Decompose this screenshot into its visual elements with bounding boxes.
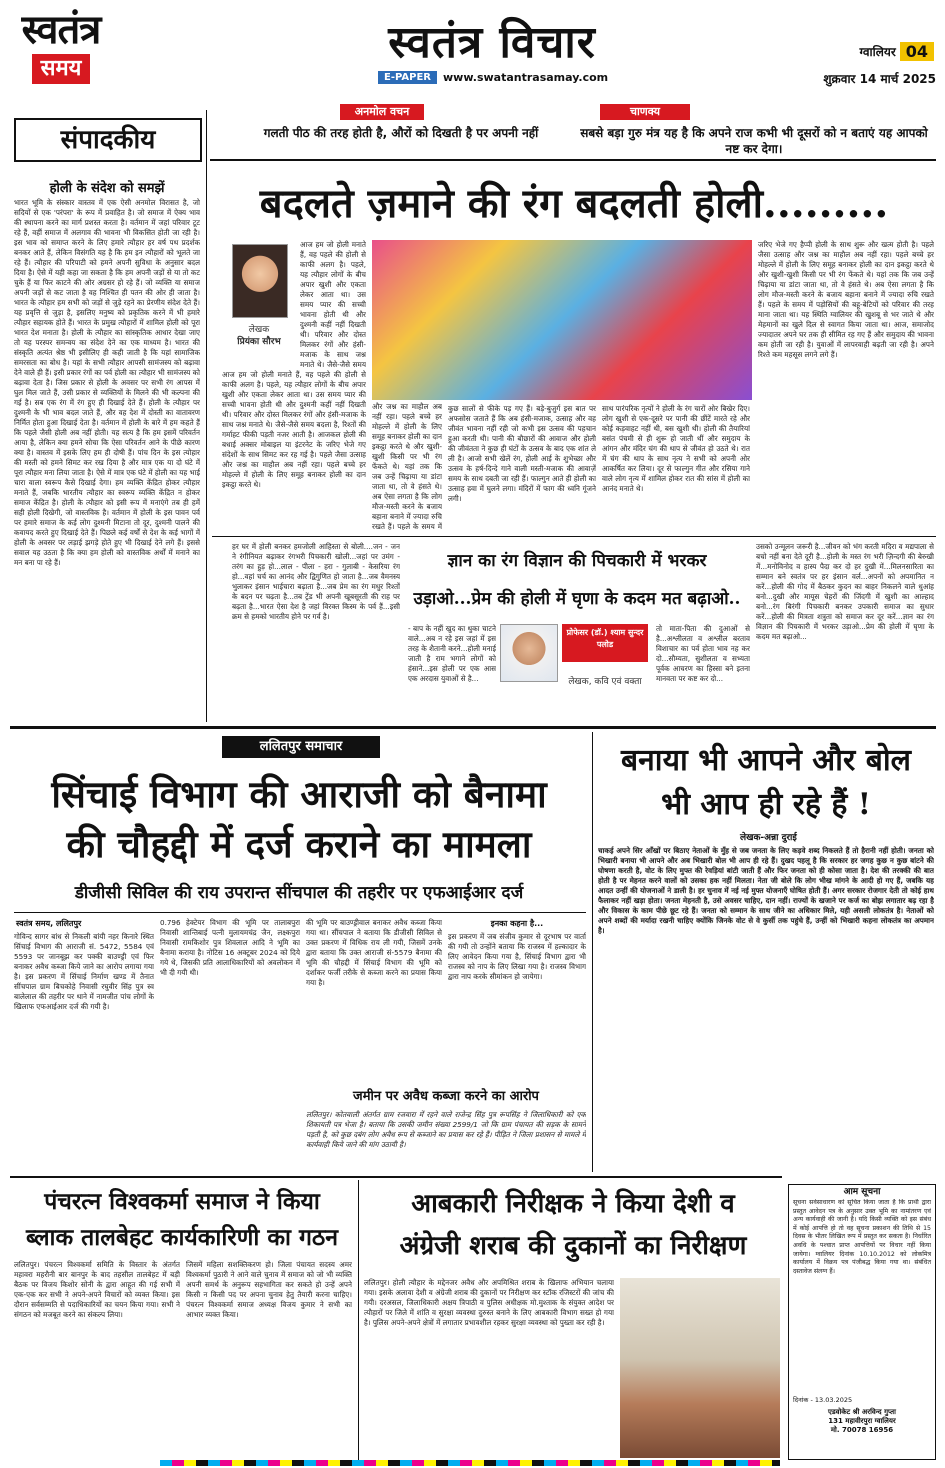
holi-photo: [372, 240, 752, 400]
author-caption-name: प्रियंका सौरभ: [237, 337, 281, 347]
editorial-divider: [206, 110, 207, 722]
epaper-badge: E-PAPER: [378, 71, 437, 84]
lalitpur-byline: स्वतंत्र समय, ललितपुर: [16, 919, 82, 928]
opinion-byline: लेखक-अन्ना दुराई: [740, 833, 797, 843]
gyan-author-role: लेखक, कवि एवं वक्ता: [568, 677, 642, 687]
abkari-headline-line2: अंग्रेजी शराब की दुकानों का निरीक्षण: [399, 1231, 747, 1261]
logo-bottom-text: समय: [32, 54, 90, 84]
abkari-headline-line1: आबकारी निरीक्षक ने किया देशी व: [411, 1189, 735, 1219]
chanakya-text: सबसे बड़ा गुरु मंत्र यह है कि अपने राज कभी भी दूसरों को न बताएं यह आपको नष्ट कर देगा।: [580, 126, 928, 156]
editorial-headline: होली के संदेश को समझें: [49, 181, 165, 196]
vishwakarma-vdivider: [358, 1180, 359, 1460]
notice-address: 131 महावीरपुरा ग्वालियर: [828, 1417, 896, 1425]
vishwakarma-headline-line2: ब्लाक तालबेहट कार्यकारिणी का गठन: [25, 1224, 339, 1251]
lower-section-divider: [10, 1176, 782, 1178]
upper-section-divider: [10, 726, 936, 729]
opinion-body: चाकई अपने सिर आँखों पर बिठाए नेताओं के मुँह से जब जनता के लिए कड़वे शब्द निकलते हैं तो हैरानी नहीं होती। जनता को भिखारी बनाया भी आपने और अब भिखारी बोल भी आप ही रहे हैं। दुखद पहलू है कि सरकार हर जगह कुछ न कुछ बांटने की घोषणा करती है, वोट के लिए मुफ्त की रेवड़ियां बांटी जाती हैं और फिर जनता को ही कोसा जाता है। देश की तरक्की की बात होती है पर मेहनत करने वालों को उसका हक नहीं मिलता। नेता जी बोले कि लोग भीख मांगने के आदी हो गए हैं, जबकि यह आदत उन्हीं की योजनाओं ने डाली है। हर चुनाव में नई नई मुफ्त योजनाएँ घोषित होती हैं। अगर सरकार रोजगार देती तो कोई हाथ फैलाकर नहीं खड़ा होता। जनता मेहनती है, उसे अवसर चाहिए, दान नहीं। राज्यों के खजाने पर कर्ज का बोझ लगातार बढ़ रहा है और विकास के काम पीछे छूट रहे हैं। जनता को सम्मान के साथ जीने का अधिकार मिले, यही असली लोकतंत्र है। नेताओं को अपने शब्दों की मर्यादा रखनी चाहिए क्योंकि जिनके वोट से वे कुर्सी तक पहुंचे हैं, उन्हीं को भिखारी कहना लोकतंत्र का अपमान है।: [598, 846, 934, 935]
masthead-logo: [18, 6, 104, 96]
gyan-col3: तो माता-पिता की दुआओं से है...अश्लीलता व अश्लील बरताव विशाचार का पर्व होता भाव नह कर दो...सौम्यता, सुशीलता व सभ्यता पूर्वक आचरण का हिस्सा बने इतना मानवता पर कष्ट कर दो...: [656, 624, 750, 683]
notice-box: [788, 1184, 936, 1460]
lalitpur-section-label: ललितपुर समाचार: [259, 739, 343, 754]
website-link[interactable]: www.swatantrasamay.com: [443, 70, 609, 84]
newspaper-title: स्वतंत्र विचार: [388, 17, 596, 68]
main-article-col4: जरिए भेजे गए हैप्पी होली के साथ शुरू और खत्म होती है। पहले जैसा उत्साह और जश्न का माहौल अब नहीं रहा। पहले बच्चे हर मोहल्ले में होली के लिए समूह बनाकर होली का दान इकट्ठा करते थे और खुशी-खुशी किसी पर भी रंग फेंकते थे। यहां तक कि जब उन्हें चिढ़ाया या डांटा जाता था, तो वे हंसते थे। अब ऐसा लगता है कि लोग मौज-मस्ती करने के बजाय बहाना बनाने में ज्यादा रुचि रखते हैं। पहले के समय में पड़ोसियों की बहू-बेटियों को परिवार की तरह माना जाता था। यह स्थिति ग्वालियर की खुशबू से भर जाते थे और मेहमानों का खुले दिल से स्वागत किया जाता था। आज, समाजोद ज्यादातर अपने घर तक ही सीमित रह गए हैं और समुदाय की भावना कम होती जा रही है। युवाओं में लापरवाही बढ़ती जा रही है। अपने रिश्ते कम महसूस लगने लगे हैं।: [758, 240, 934, 359]
main-article-col1: आज हम जो होली मनाते हैं, वह पहले की होली से काफी अलग है। पहले, यह त्यौहार लोगों के बीच अपार खुशी और एकता लेकर आता था। उस समय प्यार की सच्ची भावना होती थी और दुश्मनी कहीं नहीं दिखती थी। परिवार और दोस्त मिलकर रंगों और हंसी-मजाक के साथ जश्न मनाते थे। जैसे-जैसे समय: [300, 240, 366, 368]
lalitpur-headline-line1: सिंचाई विभाग की आराजी को बैनामा: [51, 772, 547, 816]
opinion-headline-line2: भी आप ही रहे हैं !: [661, 787, 871, 822]
editorial-body: भारत भूमि के संस्कार वास्तव में एक ऐसी अनमोल विरासत है, जो सदियों से एक 'परंपरा' के रूप में प्रवाहित है। जो समाज में ऐक्य भाव की स्थापना करने का मार्ग प्रशस्त करता है। वर्तमान में जहां परिवार टूट रहे हैं, वहीं समाज में अलगाव की भावना भी विकसित होती जा रही है। इस भाव को समाप्त करने के लिए हमारे त्यौहार हर वर्ष पथ प्रदर्शक बनकर आते हैं, लेकिन विसंगति यह है कि हम इन त्यौहारों को भूलते जा रहे हैं। त्यौहार की परिपाटी को हमने अपनी सुविधा के अनुसार बदल दिया है। ऐसे में यही कहा जा सकता है कि हम अपनी जड़ों से या तो कट चुके हैं या फिर काटने की ओर अग्रसर हो रहे हैं। जो व्यक्ति या समाज अपनी जड़ों से कट जाता है वह निश्चित ही पतन की ओर ही जाता है। भारत के त्यौहार हम सभी को जड़ों से जुड़े रहने का प्रेरणीय संदेश देते हैं। यह प्रवृत्ति से जुड़ा है, इसलिए मनुष्य को प्रकृतिक करने में भी हमारे त्यौहार सहायक होते हैं। भारत के प्रमुख त्यौहारों में शामिल होली को पूरा भारत देश मनाता है। होली के त्यौहार का सांस्कृतिक आधार देखा जाए तो यह परस्पर समन्वय का संदेश देने का एक माध्यम है। भारत की संस्कृति अत्यंत श्रेष्ठ भी इसीलिए ही कही जाती है कि यहां सामाजिक समरसता का बोध है। यहां के सभी त्यौहार आपसी सामंजस्य को बढ़ावा देने वाले ही हैं। इसी प्रकार रंगों का पर्व होली का त्यौहार भी सामंजस्य को बढ़ावा देता है। जिस प्रकार से होली के अवसर पर सभी रंग आपस में घुल मिल जाते हैं, उसी प्रकार से व्यक्तियों के मिलने की भी कल्पना की गई है। सब एक रंग में रंग हुए ही दिखाई देते हैं। होली के त्यौहार पर दुश्मनी के भी भाव बदल जाते हैं, और वह देश में दोस्ती का वातावरण निर्मित होता हुआ दिखाई देता है। वर्तमान में होली के बारे में हम कहते हैं कि पहले जैसी होली अब नहीं होती। यह सत्य है कि हम इसमें परिवर्तन आया है, लेकिन क्या हमने सोचा कि ऐसा परिवर्तन आने के पीछे कारण क्या है। वास्तव में इसके लिए हम ही दोषी हैं। पांच दिन के इस त्योहार की मस्ती को हमने सिमट कर रख दिया है और मात्र एक या दो घंटे में पूरा त्यौहार मना लिया जाता है। ऐसे में मात्र एक घंटे में होली का यह भाई चारा वाला स्वरूप कैसे दिखाई देगा। हम व्यक्ति केंद्रित होकर त्यौहार मनाते हैं, जबकि भारतीय त्यौहार का स्वरूप व्यक्ति केंद्रित न होकर समाज केंद्रित है। होली के त्यौहार को इसी रूप में मनाएंगे तब ही हमें सही होली दिखेगी, जो वास्तविक है। वर्तमान में होली के इस पावन पर्व पर हमारे समाज के कई लोग दुश्मनी मिटाना तो दूर, दुश्मनी पालने की कवायद करते हुए दिखाई देते हैं। पिछले कई वर्षों से देश के कई भागों में होली के अवसर पर लड़ाई झगड़े होते हुए भी दिखाई देने लगे हैं। इससे सवाल यह उठता है कि क्या हम होली को वास्तविक अर्थों में मनाने का मन बना पा रहे हैं।: [14, 198, 200, 567]
notice-body: सूचना सर्वसाधारण को सूचित किया जाता है कि प्रार्थी द्वारा प्रस्तुत आवेदन पत्र के अनुसार उक्त भूमि का नामांतरण एवं अन्य कार्यवाही की जानी है। यदि किसी व्यक्ति को इस संबंध में कोई आपत्ति हो तो वह सूचना प्रकाशन की तिथि से 15 दिवस के भीतर लिखित रूप में प्रस्तुत कर सकता है। निर्धारित अवधि के पश्चात प्राप्त आपत्तियों पर विचार नहीं किया जायेगा। ग्वालियर दिनांक 10.10.2012 को लोकमित्र कार्यालय में विक्रय पत्र पंजीबद्ध किया गया था। संबंधित दस्तावेज संलग्न हैं।: [793, 1199, 931, 1275]
gyan-author-tag: [562, 624, 648, 662]
gyan-headline-line1: ज्ञान का रंग विज्ञान की पिचकारी में भरकर: [447, 551, 707, 571]
gyan-col4: उसको उन्मूलन जरूरी है...जीवन को भंग करती मदिरा व मद्यपाला से बचो नहीं बना देते दूरी है...होली के मस्त रंग भरी ज़िन्दगी की बेरुखी में...मनोविनोद व हास्य पैदा कर दो हर दुखी में...मिलनसारिता का सम्मान बने स्वतंत्र पर हर इंसान वर्ल...अपनों को अपमानित न करें...होली की गोद में बैठकर कुदन का बाहर निकलने वाले धुआंह बनो...दुखी और मायूस चेहरों की जिंदगी में खुशी का आल्हाद बनो...रंग बिरंगी पिचकारी बनकर उपकारी समाज का सुधार करें...होली की मित्रता शत्रुता को समाज कर दूर करें...ज्ञान का रंग विज्ञान की पिचकारी में भरकर उड़ाओ...प्रेम की होली में घृणा के कदम मत बढ़ाओ...: [756, 542, 934, 641]
editorial-section-title: संपादकीय: [14, 118, 202, 162]
lalitpur-vdivider: [592, 732, 593, 1172]
notice-advocate: एडवोकेट श्री अरविन्द गुप्ता: [827, 1408, 896, 1416]
lalitpur-col2: 0.796 हेक्टेयर विभाग की भूमि पर तालाबपुरा निवासी शान्तिबाई पत्नी मुलायमचंद्र जैन, लक्ष्कपुरा निवासी रामकिशोर पुत्र शिवलाल आदि ने भूमि का बैनामा कराया है। नोटिस 16 अक्टूबर 2024 को दिये गये थे, जिसकी प्रति आलाधिकारियों को अवलोकन में भी दी गयी थी।: [160, 918, 300, 977]
lalitpur-col3: की भूमि पर बाउण्ड्रीवाल बनाकर अवैध कब्जा किया गया था। सींचपाल ने बताया कि डीजीसी सिविल से उक्त प्रकरण में विधिक राय ली गयी, जिसमें उनके द्वारा बताया कि उक्त आराजी सं-5579 बैनामा की भूमि की चौहद्दी में सिंचाई विभाग की भूमि को दर्शाकर फर्जी तरीके से कब्जा करने का प्रयास किया गया है।: [306, 918, 442, 987]
notice-date: दिनांक - 13.03.2025: [793, 1396, 853, 1404]
quote-divider: [210, 159, 936, 161]
main-article-col1c: और जश्न का माहौल अब नहीं रहा। पहले बच्चे हर मोहल्ले में होली के लिए समूह बनाकर होली का दान इकट्ठा करते थे और खुशी-खुशी किसी पर भी रंग फेंकते थे। यहां तक कि जब उन्हें चिढ़ाया या डांटा जाता था, तो वे हंसते थे। अब ऐसा लगता है कि लोग मौज-मस्ती करने के बजाय बहाना बनाने में ज्यादा रुचि रखते हैं। पहले के समय में: [372, 402, 442, 530]
vishwakarma-headline-line1: पंचरत्न विश्वकर्मा समाज ने किया: [44, 1188, 320, 1215]
gyan-headline-line2: उड़ाओ...प्रेम की होली में घृणा के कदम मत बढ़ाओ..: [413, 589, 741, 609]
main-article-col2: कुछ सालों से फीके पड़ गए हैं। बड़े-बुजुर्ग इस बात पर अफसोस जताते हैं कि अब हंसी-मजाक, उत्साह और वह जीवंत भावना नहीं रही जो कभी इस उत्सव की पहचान हुआ करती थी। पानी की बौछारों की आवाज और होली की जीवंतता ने कुछ ही घंटों के उत्सव के बाद एक शांत ले ली है। आजो सभी खेलें रंग, होली आई के शुभेच्छा और उत्सव के हर्ष-दिन्दे गाने वाली मस्ती-मजाक की आवाज़ें समय के साथ दबती जा रही हैं। फाल्गुन आते ही होली का उत्साह हवा में घुलने लगा। मंदिरों में फाग की ध्वनि गूंजने लगी।: [448, 404, 596, 503]
anmol-vachan-text: गलती पीठ की तरह होती है, औरों को दिखती है पर अपनी नहीं: [263, 126, 539, 140]
lalitpur-col1: गोविन्द सागर बांध से निकली बांयी नहर किनारे स्थित सिंचाई विभाग की आराजी सं. 5472, 5584 एवं 5593 पर जानबूझ कर पक्की बाउण्ड्री एवं फिर बनाकर अवैध कब्जा किये जाने का आरोप लगाया गया है। इस प्रकरण में सिंचाई निर्माण खण्ड में तैनात सींचपाल ग्राम बिचकोहे निवासी रघुवीर सिंह पुत्र स्व बालेलाल की तहरीर पर थाने में नामजीत पांच लोगों के खिलाफ एफआईआर दर्ज की गयी है।: [14, 932, 154, 1011]
epaper-strip: [378, 70, 638, 84]
lalitpur-headline-line2: की चौहद्दी में दर्ज कराने का मामला: [66, 822, 532, 866]
abkari-body: ललितपुर। होली त्यौहार के मद्देनजर अवैध और अपमिश्रित शराब के खिलाफ अभियान चलाया गया। इसके अलावा देशी व अंग्रेजी शराब की दुकानों पर निरीक्षण कर स्टॉक रजिस्टरों की जांच की गयी। दरअसल, जिलाधिकारी अक्षय त्रिपाठी व पुलिस अधीक्षक मो.मुश्ताक के संयुक्त आदेश पर त्यौहारों पर जिले में शांति व सुरक्षा व्यवस्था दुरुस्त बनाने के लिए आबकारी विभाग सख्त हो गया है। पुलिस अपने-अपने क्षेत्रों में लगातार प्रभावशील रहकर सुरक्षा व्यवस्था को पुख्ता कर रही है।: [364, 1278, 614, 1327]
abkari-photo: [620, 1278, 780, 1458]
main-article-col1b: आज हम जो होली मनाते हैं, वह पहले की होली से काफी अलग है। पहले, यह त्यौहार लोगों के बीच अपार खुशी और एकता लेकर आता था। उस समय प्यार की सच्ची भावना होती थी और दुश्मनी कहीं नहीं दिखती थी। परिवार और दोस्त मिलकर रंगों और हंसी-मजाक के साथ जश्न मनाते थे। जैसे-जैसे समय बदला है, रिश्तों की गर्माहट फीकी पड़ती नजर आती है। आजकल होली की बधाई अक्सर मोबाइल या इंटरनेट के जरिए भेजे गए संदेशों के साथ सिमट कर रह गई है। पहले जैसा उत्साह और जश्न का माहौल अब नहीं रहा। पहले बच्चे हर मोहल्ले में होली के लिए समूह बनाकर होली का दान इकट्ठा करते थे।: [222, 370, 366, 489]
chanakya-label: चाणक्य: [600, 104, 690, 120]
page-number: 04: [900, 42, 934, 61]
logo-top-text: स्वतंत्र: [21, 6, 101, 53]
gyan-author-photo: [500, 624, 558, 682]
author-caption-role: लेखक: [248, 325, 270, 335]
vishwakarma-col2: जिसमें महिला सशक्तिकरण हो। जिला पंचायत सदस्य अमर विश्वकर्मा पुठारी ने आने वाले चुनाव में समाज को जो भी व्यक्ति अपनी समर्थ के अनुरूप सहभागिता कर सकते हो उन्हें अपने किसी न किसी पद पर अपना चुनाव हेतु तैयारी करना चाहिए। पंचरत्न विश्वकर्मा समाज अध्यक्ष विजय कुमार ने सभी का आभार व्यक्त किया।: [186, 1260, 352, 1319]
lalitpur-label-box: [222, 736, 380, 758]
gyan-col2: - बाप के नहीं खुद का थुका चाटने वाले...अब न रहे इस जहां में इस तरह के शैतानी करने...होली मनाई जाती है राम भगाने लोगों को हंसाने...इस होली पर एक आस एक अरदास युवाओं से है...: [408, 624, 496, 683]
kabza-headline: जमीन पर अवैध कब्जा करने का आरोप: [353, 1089, 539, 1104]
notice-mobile: मो. 70078 16956: [830, 1426, 894, 1434]
vishwakarma-col1: ललितपुर। पंचरत्न विश्वकर्मा समिति के विस्तार के अंतर्गत महावरा महरौनी बार बानपुर के बाद तहसील तालबेहट में बड़ी बैठक पर विजय किशोर सोनी के द्वारा आहूत की गई सभी में एक-एक कर सभी ने अपने-अपने विचारों को व्यक्त किया। इस दौरान सर्वसम्मति से पदाधिकारियों का चयन किया गया। सभी ने संगठन को मजबूत करने का संकल्प लिया।: [14, 1260, 180, 1319]
gyan-author-name: प्रोफेसर (डॉ.) श्याम सुन्दर पलोड: [566, 628, 644, 649]
opinion-headline-line1: बनाया भी आपने और बोल: [621, 743, 911, 778]
page-info: [774, 40, 934, 62]
lalitpur-col4-title: इनका कहना है...: [490, 919, 544, 928]
notice-title: आम सूचना: [843, 1187, 881, 1197]
main-headline: बदलते ज़माने की रंग बदलती होली.........: [259, 180, 889, 227]
main-article-divider: [212, 536, 936, 537]
color-bar: [160, 1460, 780, 1466]
kabza-body: ललितपुर। कोतवाली अंतर्गत ग्राम रजवारा में रहने वाले राजेन्द्र सिंह पुत्र रूपसिंह ने जिलाधिकारी को एक शिकायती पत्र भेजा है। बताया कि उसकी जमीन संख्या 2599/1 जो कि ग्राम पंचायत की सड़क के सामने पड़ती है, को कुछ दबंग लोग अवैध रूप से कब्जाने का प्रयास कर रहे हैं। पीड़ित ने जिला प्रशासन से मामले में कार्यवाही किये जाने की मांग उठायी है।: [306, 1110, 586, 1149]
lalitpur-col4: इस प्रकरण में जब संजीव कुमार से दूरभाष पर वार्ता की गयी तो उन्होंने बताया कि राजस्व में हल्कादार के लिए आवेदन किया गया है, सिंचाई विभाग द्वारा भी राजस्व को नाप के लिए लिखा गया है। राजस्व विभाग द्वारा नाप करके सीमांकन हो जायेगा।: [448, 932, 586, 981]
gyan-col1: हर घर में होली बनकर हमजोली आहिस्ता से बोली....जन - जन ने रंगीनियत बढ़ाकर रंगभरी पिचकारी खोली...जहां पर उमंग - तरंग का हुड़ हो...लाल - पीला - हरा - गुलाबी - केसरिया रंग हो...वहां चर्च का आनंद और द्विगुणित हो जाता है...जब वैमनस्य भुलाकर इंसान भाईचारा बढ़ाता है...जब प्रेम का रंग मधुर रिश्तों के बदन पर चढ़ता है...तब ट्रेंड भी अपनी खूबसूरती की राह पर बढ़ता है...भारत ऐसा देश है जहां विरक्त किस्म के पर्व हैं...इसी क्रम से हमको भारतीय होने पर गर्व है।: [232, 542, 400, 621]
main-article-col3: साथ पारंपरिक नृत्यों ने होली के रंग चारों ओर बिखेर दिए। लोग खुशी से एक-दूसरे पर पानी की छींटें मारते रहे और कोई कड़वाहट नहीं थी, बस खुशी थी। होली की तैयारियां बसंत पंचमी से ही शुरू हो जाती थीं और समुदाय के आंगन और मंदिर चंग की थाप से जीवंत हो उठते थे। रात में चंग की थाप के साथ नृत्य ने सभी को अपनी ओर आकर्षित कर लिया। दूर से फाल्गुन गीत और रसिया गाने वाले लोग नृत्य में शामिल होकर रात की सांस में होली का आनंद मनाते थे।: [602, 404, 750, 493]
lalitpur-subheadline: डीजीसी सिविल की राय उपरान्त सींचपाल की तहरीर पर एफआईआर दर्ज: [74, 883, 524, 903]
lalitpur-rule: [14, 912, 586, 913]
author-photo: [232, 244, 288, 318]
city-label: ग्वालियर: [859, 44, 896, 59]
anmol-vachan-label: अनमोल वचन: [340, 104, 424, 120]
issue-date: शुक्रवार 14 मार्च 2025: [823, 72, 936, 86]
